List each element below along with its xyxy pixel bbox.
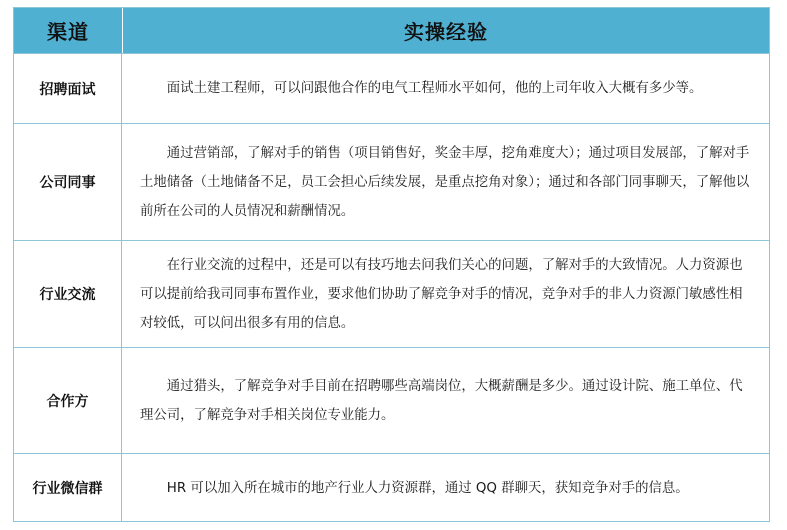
channel-cell: 公司同事 bbox=[14, 124, 122, 240]
experience-text: 通过猎头，了解竞争对手目前在招聘哪些高端岗位，大概薪酬是多少。通过设计院、施工单位、代理公司，了解竞争对手相关岗位专业能力。 bbox=[140, 378, 743, 423]
table-header bbox=[14, 8, 769, 54]
table-row bbox=[14, 54, 769, 124]
experience-text: HR 可以加入所在城市的地产行业人力资源群，通过 QQ 群聊天，获知竞争对手的信息。 bbox=[166, 480, 689, 496]
header-experience: 实操经验 bbox=[404, 20, 488, 44]
channel-cell: 行业微信群 bbox=[14, 454, 122, 522]
table-row bbox=[14, 454, 769, 522]
experience-text: 通过营销部，了解对手的销售（项目销售好，奖金丰厚，挖角难度大）；通过项目发展部，了解对手土地储备（土地储备不足，员工会担心后续发展，是重点挖角对象）；通过和各部门同事聊天，了解他以前所在公司的人员情况和薪酬情况。 bbox=[140, 145, 750, 219]
table-row bbox=[14, 348, 769, 454]
experience-table bbox=[13, 7, 770, 522]
experience-cell bbox=[122, 454, 769, 522]
table-row bbox=[14, 124, 769, 241]
experience-cell bbox=[122, 241, 769, 347]
experience-cell bbox=[122, 54, 769, 123]
experience-cell bbox=[122, 348, 769, 453]
channel-cell: 招聘面试 bbox=[14, 54, 122, 123]
channel-cell: 行业交流 bbox=[14, 241, 122, 347]
experience-cell bbox=[122, 124, 769, 240]
channel-cell: 合作方 bbox=[14, 348, 122, 453]
header-channel: 渠道 bbox=[14, 8, 123, 53]
table-row bbox=[14, 241, 769, 348]
experience-text: 在行业交流的过程中，还是可以有技巧地去问我们关心的问题，了解对手的大致情况。人力资源也可以提前给我司同事布置作业，要求他们协助了解竞争对手的情况，竞争对手的非人力资源门敏感性相对较低，可以问出很多有用的信息。 bbox=[140, 257, 743, 331]
experience-text: 面试土建工程师，可以问跟他合作的电气工程师水平如何，他的上司年收入大概有多少等。 bbox=[166, 81, 703, 96]
